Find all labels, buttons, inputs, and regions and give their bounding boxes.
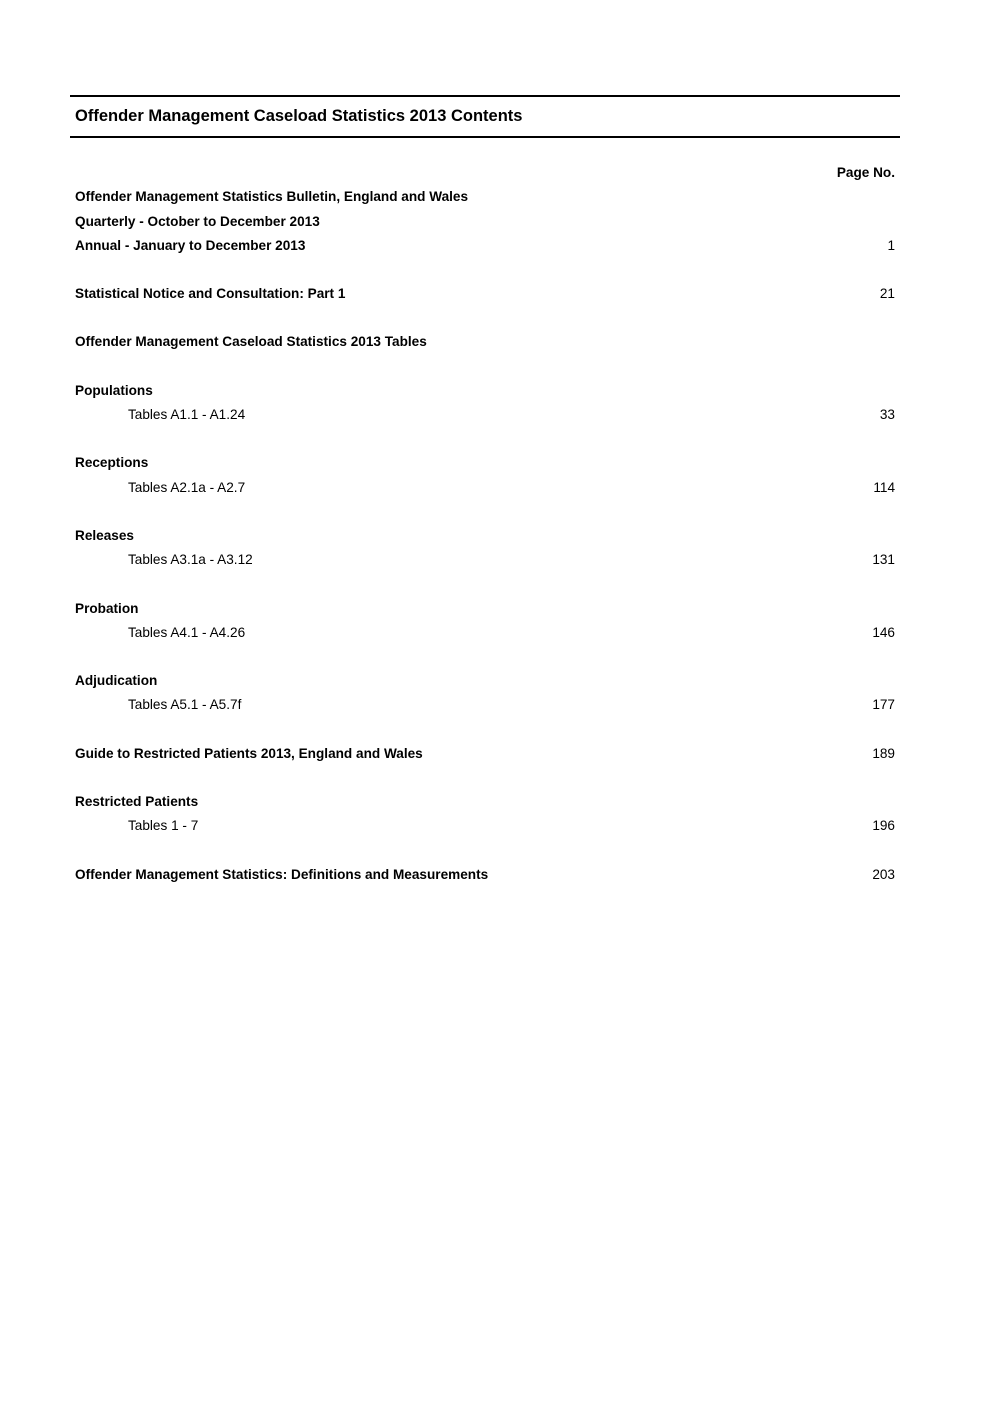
entry-page: 189	[872, 746, 895, 761]
toc-entry	[75, 212, 895, 232]
toc-entry	[75, 405, 895, 425]
entry-page: 203	[872, 867, 895, 882]
page-no-header: Page No.	[836, 165, 895, 180]
toc-entry	[75, 816, 895, 836]
section-title: Restricted Patients	[75, 794, 199, 809]
toc-entry	[75, 623, 895, 643]
toc-section	[75, 381, 895, 401]
section-title: Receptions	[75, 455, 149, 470]
entry-title: Tables A4.1 - A4.26	[128, 625, 246, 640]
toc-entry	[75, 744, 895, 764]
entry-page: 21	[879, 286, 895, 301]
entry-title: Tables A3.1a - A3.12	[128, 552, 253, 567]
title-underline	[70, 136, 900, 138]
entry-title: Statistical Notice and Consultation: Part 1	[75, 286, 346, 301]
entry-page: 177	[872, 697, 895, 712]
entry-page: 146	[872, 625, 895, 640]
entry-title: Offender Management Caseload Statistics 2013 Tables	[75, 334, 427, 349]
toc-entry	[75, 478, 895, 498]
toc-section	[75, 792, 895, 812]
toc-entry	[75, 550, 895, 570]
section-title: Probation	[75, 601, 139, 616]
entry-title: Tables A1.1 - A1.24	[128, 407, 246, 422]
toc-entry	[75, 236, 895, 256]
toc-section	[75, 671, 895, 691]
entry-title: Guide to Restricted Patients 2013, England and Wales	[75, 746, 423, 761]
entry-page: 114	[873, 480, 895, 495]
entry-title: Offender Management Statistics Bulletin, England and Wales	[75, 189, 469, 204]
toc-section	[75, 453, 895, 473]
entry-page: 1	[887, 238, 895, 253]
entry-page: 131	[872, 552, 895, 567]
toc-entry	[75, 865, 895, 885]
toc-section	[75, 599, 895, 619]
entry-title: Offender Management Statistics: Definitions and Measurements	[75, 867, 489, 882]
entry-title: Tables A5.1 - A5.7f	[128, 697, 242, 712]
toc-entry	[75, 284, 895, 304]
section-title: Releases	[75, 528, 134, 543]
page-title: Offender Management Caseload Statistics 2013 Contents	[75, 107, 523, 125]
section-title: Adjudication	[75, 673, 158, 688]
toc-section	[75, 526, 895, 546]
top-rule	[70, 95, 900, 97]
toc-entry	[75, 695, 895, 715]
entry-title: Tables 1 - 7	[128, 818, 199, 833]
toc-entry	[75, 187, 895, 207]
section-title: Populations	[75, 383, 153, 398]
entry-page: 33	[879, 407, 895, 422]
entry-title: Annual - January to December 2013	[75, 238, 306, 253]
entry-title: Tables A2.1a - A2.7	[128, 480, 246, 495]
page-no-header-row	[75, 163, 895, 183]
entry-title: Quarterly - October to December 2013	[75, 214, 320, 229]
toc-entry	[75, 332, 895, 352]
entry-page: 196	[872, 818, 895, 833]
